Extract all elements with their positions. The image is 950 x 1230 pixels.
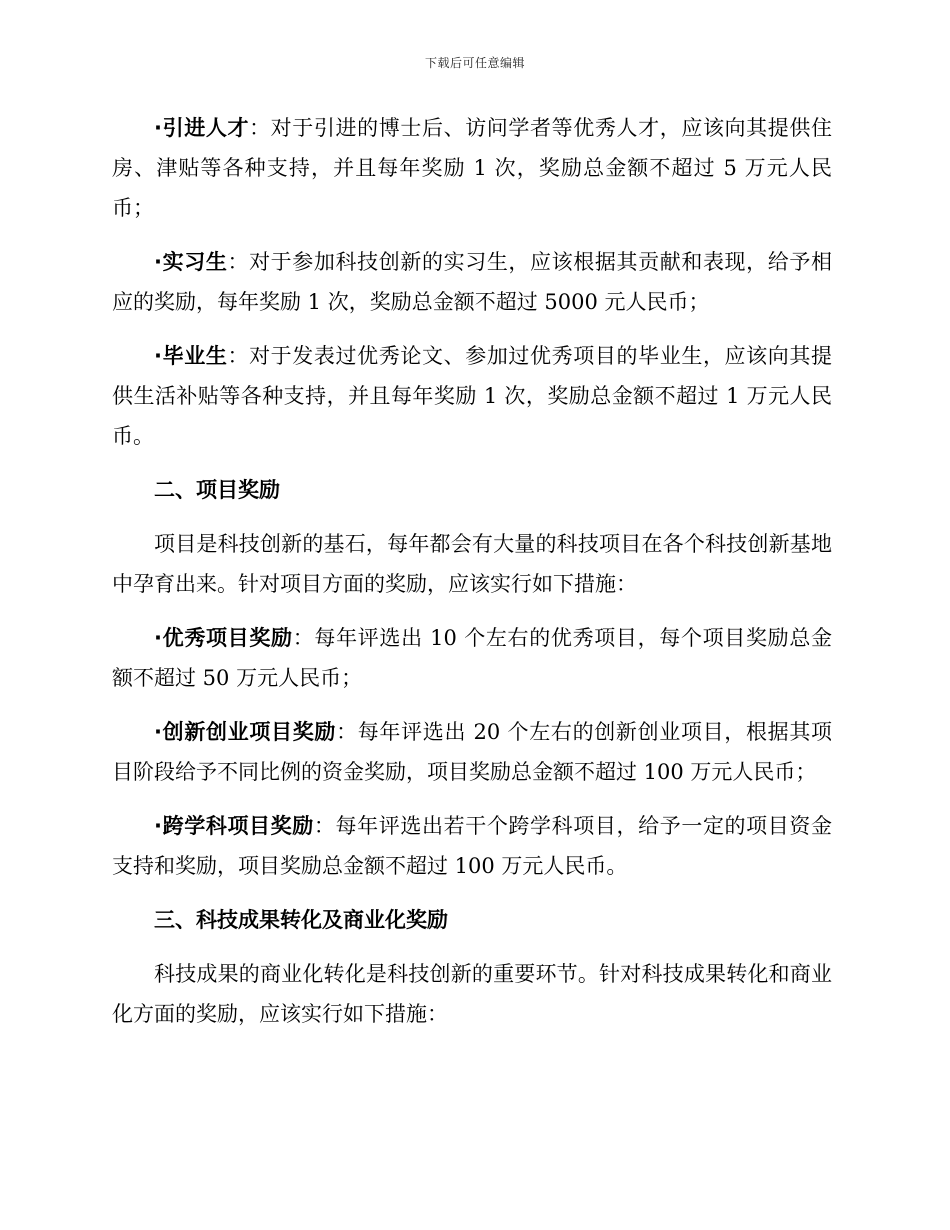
item-text: ：对于发表过优秀论文、参加过优秀项目的毕业生，应该向其提供生活补贴等各种支持，并且每年奖励 1 次，奖励总金额不超过 1 万元人民币。: [112, 344, 833, 448]
item-term: 创新创业项目奖励: [161, 720, 337, 744]
commercialization-intro: 科技成果的商业化转化是科技创新的重要环节。针对科技成果转化和商业化方面的奖励，应该实行如下措施：: [112, 962, 832, 1026]
bullet-mark: ·: [154, 626, 162, 650]
item-term: 引进人才: [161, 116, 250, 140]
page-header-note: 下载后可任意编辑: [424, 56, 525, 70]
item-text: ：每年评选出若干个跨学科项目，给予一定的项目资金支持和奖励，项目奖励总金额不超过 100 万元人民币。: [112, 814, 833, 878]
item-text: ：每年评选出 20 个左右的创新创业项目，根据其项目阶段给予不同比例的资金奖励，项目奖励总金额不超过 100 万元人民币；: [112, 720, 832, 784]
project-item-excellent: [112, 618, 832, 698]
item-term: 优秀项目奖励: [161, 626, 293, 650]
bullet-mark: ·: [154, 116, 162, 140]
item-term: 毕业生: [161, 344, 228, 368]
talent-item-introduced: [112, 108, 832, 228]
bullet-mark: ·: [154, 250, 162, 274]
item-term: 跨学科项目奖励: [161, 814, 314, 838]
bullet-mark: ·: [154, 344, 162, 368]
bullet-mark: ·: [154, 720, 162, 744]
project-intro: 项目是科技创新的基石，每年都会有大量的科技项目在各个科技创新基地中孕育出来。针对项目方面的奖励，应该实行如下措施：: [112, 532, 832, 596]
project-item-interdisciplinary: [112, 806, 832, 886]
item-term: 实习生: [161, 250, 228, 274]
document-body: [112, 108, 832, 1048]
item-text: ：对于引进的博士后、访问学者等优秀人才，应该向其提供住房、津贴等各种支持，并且每年奖励 1 次，奖励总金额不超过 5 万元人民币；: [112, 116, 833, 220]
project-item-innovation: [112, 712, 832, 792]
talent-item-graduate: [112, 336, 832, 456]
section-heading-project: 二、项目奖励: [154, 478, 280, 502]
section-heading-commercialization: 三、科技成果转化及商业化奖励: [154, 908, 448, 932]
talent-item-intern: [112, 242, 832, 322]
item-text: ：对于参加科技创新的实习生，应该根据其贡献和表现，给予相应的奖励，每年奖励 1 次，奖励总金额不超过 5000 元人民币；: [112, 250, 833, 314]
item-text: ：每年评选出 10 个左右的优秀项目，每个项目奖励总金额不超过 50 万元人民币；: [112, 626, 832, 690]
bullet-mark: ·: [154, 814, 162, 838]
